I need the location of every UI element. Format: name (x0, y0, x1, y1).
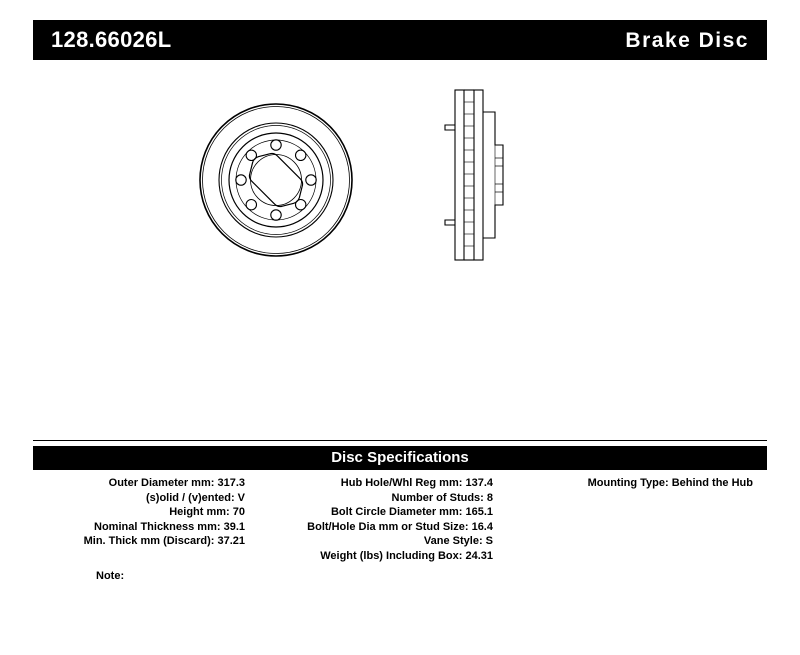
header-bar (33, 20, 767, 60)
spec-item: Vane Style: S (423, 535, 493, 547)
spec-item: Mounting Type: Behind the Hub (587, 477, 753, 489)
spec-item: Nominal Thickness mm: 39.1 (94, 520, 245, 533)
spec-item: Hub Hole/Whl Reg mm: 137.4 (340, 477, 493, 489)
spec-column-left (33, 476, 245, 549)
note-row (33, 570, 767, 582)
spec-column-middle (245, 476, 493, 563)
spec-top-rule (33, 440, 767, 441)
spec-title: Disc Specifications (33, 446, 767, 470)
brake-disc-front-view (200, 104, 352, 256)
note-label: Note: (96, 570, 125, 582)
spec-column-right (493, 476, 767, 491)
technical-drawing (33, 70, 767, 430)
product-type-title: Brake Disc (625, 28, 749, 52)
spec-item: Bolt Circle Diameter mm: 165.1 (330, 506, 493, 518)
brake-disc-side-section-view (445, 90, 503, 260)
spec-item: (s)olid / (v)ented: V (146, 491, 245, 504)
spec-item: Height mm: 70 (169, 506, 245, 518)
spec-item: Outer Diameter mm: 317.3 (108, 477, 245, 489)
spec-item: Number of Studs: 8 (391, 491, 493, 504)
part-number: 128.66026L (51, 27, 172, 52)
spec-item: Bolt/Hole Dia mm or Stud Size: 16.4 (307, 520, 493, 533)
spec-item: Min. Thick mm (Discard): 37.21 (83, 535, 245, 547)
spec-item: Weight (lbs) Including Box: 24.31 (320, 549, 493, 562)
spec-columns (33, 476, 767, 563)
